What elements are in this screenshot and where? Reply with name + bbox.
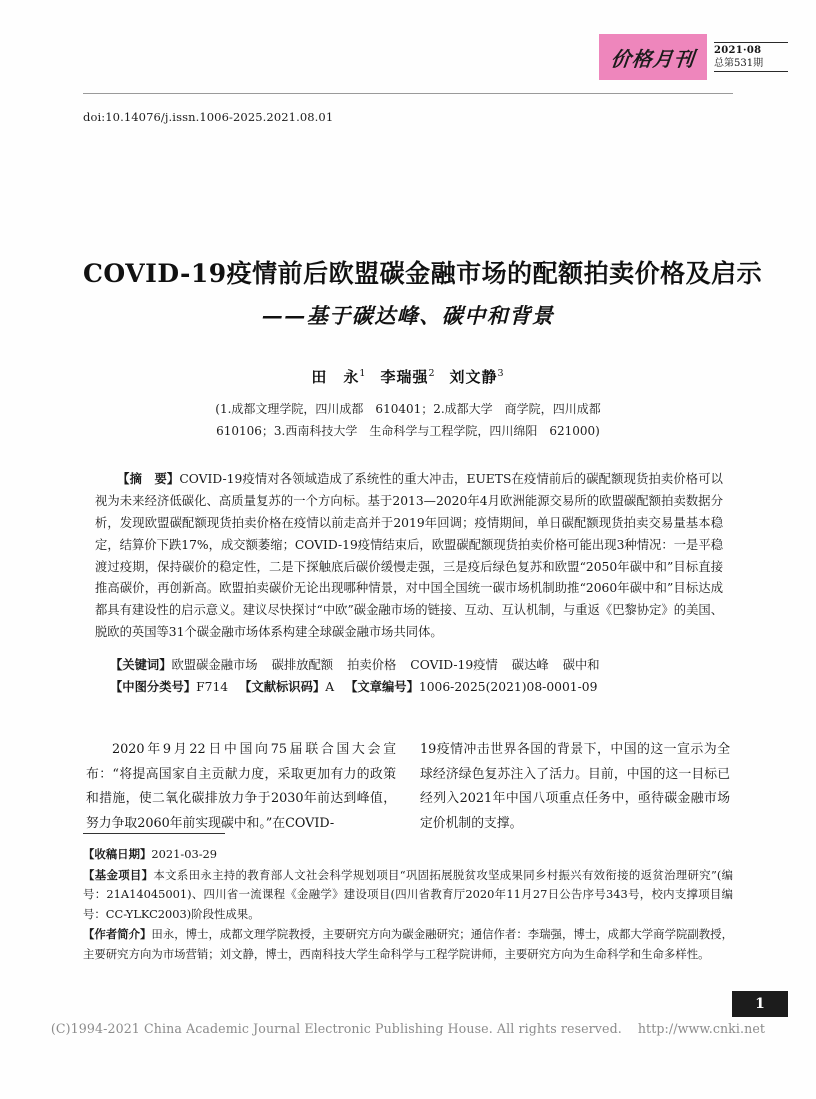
footnote-author-bio [83,925,733,964]
author-name: 田 永 [311,368,360,386]
author-bio-value: 田永，博士，成都文理学院教授，主要研究方向为碳金融研究；通信作者：李瑞强，博士，成都大学商学院副教授，主要研究方向为市场营销；刘文静，博士，西南科技大学生命科学与工程学院讲师，主要研究方向为生命科学和生命多样性。 [83,927,733,962]
author-name: 刘文静 [449,368,498,386]
body-columns [86,738,730,836]
received-date-value: 2021-03-29 [151,847,218,861]
author-affiliation-marker: 1 [359,368,367,379]
author-affiliation-marker: 2 [428,368,436,379]
classification-section [110,676,725,699]
copyright-text: (C)1994-2021 China Academic Journal Electronic Publishing House. All rights reserved. [50,1021,622,1036]
abstract-text: COVID-19疫情对各领域造成了系统性的重大冲击，EUETS在疫情前后的碳配额现货拍卖价格可以视为未来经济低碳化、高质量复苏的一个方向标。基于2013—2020年4月欧洲能源交易所的欧盟碳配额拍卖数据分析，发现欧盟碳配额现货拍卖价格在疫情以前走高并于2019年回调；疫情期间，单日碳配额现货拍卖交易量基本稳定，结算价下跌17%，成交额萎缩；COVID-19疫情结束后，欧盟碳配额现货拍卖价格可能出现3种情况：一是平稳渡过疫期，保持碳价的稳定性，二是下探触底后碳价缓慢走强，三是疫后绿色复苏和欧盟“2050年碳中和”目标直接推高碳价，再创新高。欧盟拍卖碳价无论出现哪种情景，对中国全国统一碳市场机制助推“2060年碳中和”目标达成都具有建设性的启示意义。建议尽快探讨“中欧”碳金融市场的链接、互动、互认机制，与重返《巴黎协定》的美国、脱欧的英国等31个碳金融市场体系构建全球碳金融市场共同体。 [95,472,723,640]
journal-logo-text: 价格月刊 [609,46,697,71]
page-title: COVID-19疫情前后欧盟碳金融市场的配额拍卖价格及启示 [83,259,763,288]
issue-number: 总第531期 [714,57,788,72]
abstract-label: 【摘 要】 [117,471,180,486]
cnki-url: http://www.cnki.net [637,1021,766,1036]
issue-info [707,34,788,80]
fund-label: 【基金项目】 [83,867,154,882]
article-id-label: 【文章编号】 [345,679,419,694]
keyword-item: 拍卖价格 [347,658,397,672]
author-bio-label: 【作者简介】 [83,927,152,942]
keyword-item: COVID-19疫情 [410,658,498,672]
affiliation-line: 610106；3.西南科技大学 生命科学与工程学院，四川绵阳 621000) [216,424,600,439]
author-affiliation-marker: 3 [497,368,505,379]
clc-value: F714 [196,680,229,694]
header-divider [83,93,733,94]
issue-date: 2021·08 [714,44,762,56]
keywords-label: 【关键词】 [110,657,172,672]
body-text: 2020年9月22日中国向75届联合国大会宣布：“将提高国家自主贡献力度，采取更加有力的政策和措施，使二氧化碳排放力争于2030年前达到峰值，努力争取2060年前实现碳中和。”在COVID- [86,742,396,831]
footnote-fund [83,866,733,925]
keyword-item: 碳排放配额 [271,658,334,672]
keywords-section [110,654,725,677]
body-column-left [86,738,396,836]
abstract-section [95,468,723,644]
footnote-received-date [83,845,733,865]
keyword-item: 欧盟碳金融市场 [171,658,258,672]
clc-label: 【中图分类号】 [110,679,197,694]
affiliations [148,398,668,442]
body-column-right [420,738,730,836]
issue-rule-top [714,42,788,43]
article-id-value: 1006-2025(2021)08-0001-09 [418,680,598,694]
page-number-value: 1 [755,996,765,1012]
document-code-value: A [325,680,335,694]
received-date-label: 【收稿日期】 [83,847,152,861]
title-block [83,258,763,330]
page-subtitle: ——基于碳达峰、碳中和背景 [261,302,555,328]
fund-value: 本文系田永主持的教育部人文社会科学规划项目“巩固拓展脱贫攻坚成果同乡村振兴有效衔接的返贫治理研究”(编号：21A14045001)、四川省一流课程《金融学》建设项目(四川省教育厅2020年11月27日公告序号343号，校内支撑项目编号：CC-YLKC2003)阶段性成果。 [83,867,733,921]
journal-masthead [599,34,788,80]
footnotes-section [83,845,733,966]
author-name: 李瑞强 [380,368,429,386]
footnote-divider [83,833,225,834]
doi-text: doi:10.14076/j.issn.1006-2025.2021.08.01 [83,110,334,124]
document-code-label: 【文献标识码】 [239,679,326,694]
affiliation-line: (1.成都文理学院，四川成都 610401；2.成都大学 商学院，四川成都 [215,402,601,416]
journal-logo [599,34,707,80]
footer-copyright [0,1021,816,1036]
keyword-item: 碳中和 [562,658,600,672]
page-number-badge [732,991,788,1017]
author-list [83,366,733,387]
body-text: 19疫情冲击世界各国的背景下，中国的这一宣示为全球经济绿色复苏注入了活力。目前，中国的这一目标已经列入2021年中国八项重点任务中，亟待碳金融市场定价机制的支撑。 [420,742,730,831]
keyword-item: 碳达峰 [511,658,549,672]
